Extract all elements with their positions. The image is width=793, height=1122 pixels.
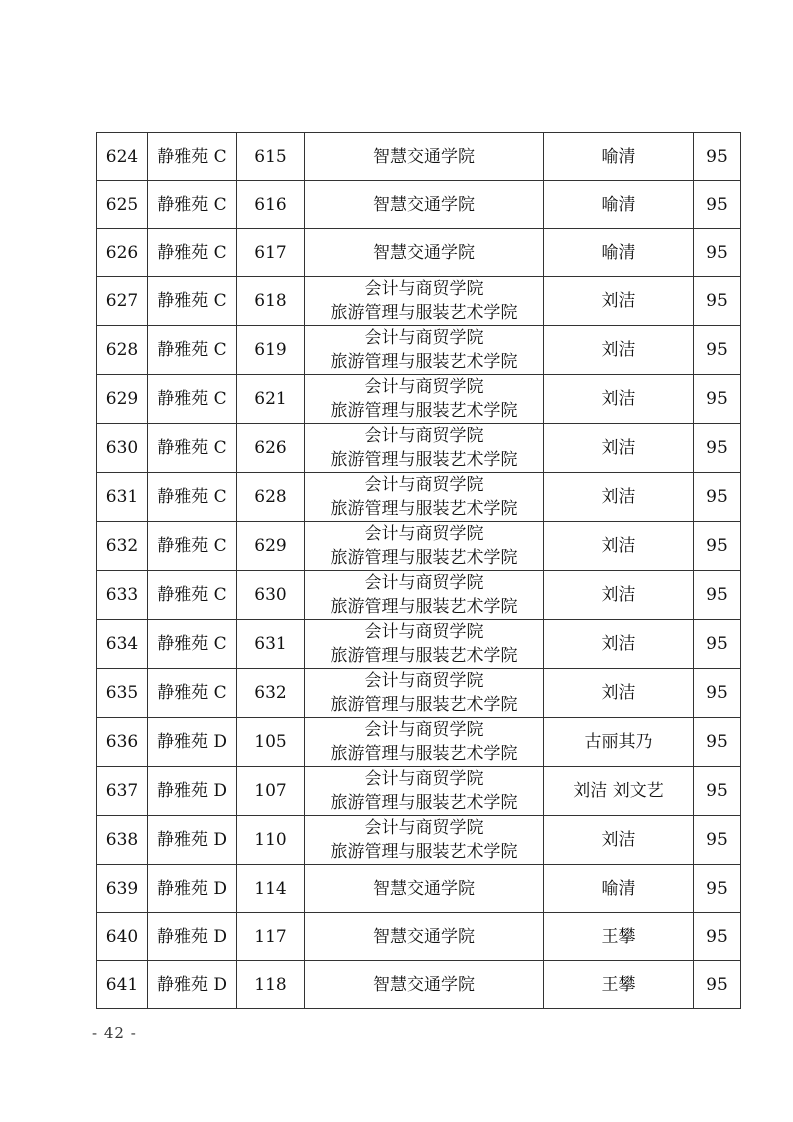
- table-row: [97, 669, 741, 718]
- table-row: [97, 571, 741, 620]
- score-cell: 95: [694, 669, 741, 718]
- building-cell: 静雅苑 C: [148, 375, 237, 424]
- manager-cell: 刘洁: [544, 522, 694, 571]
- college-name: 会计与商贸学院: [364, 720, 484, 740]
- college-name: 旅游管理与服装艺术学院: [330, 744, 518, 764]
- college-name: 旅游管理与服装艺术学院: [330, 548, 518, 568]
- row-number-cell: 635: [97, 669, 148, 718]
- college-name: 会计与商贸学院: [364, 426, 484, 446]
- row-number-cell: 632: [97, 522, 148, 571]
- college-name: 会计与商贸学院: [364, 524, 484, 544]
- score-cell: 95: [694, 522, 741, 571]
- table-row: [97, 424, 741, 473]
- table-row: [97, 522, 741, 571]
- college-name: 旅游管理与服装艺术学院: [330, 352, 518, 372]
- score-cell: 95: [694, 375, 741, 424]
- table-row: [97, 865, 741, 913]
- manager-cell: 刘洁: [544, 326, 694, 375]
- building-cell: 静雅苑 C: [148, 277, 237, 326]
- college-cell: [305, 620, 544, 669]
- college-name: 旅游管理与服装艺术学院: [330, 695, 518, 715]
- college-cell: [305, 522, 544, 571]
- manager-cell: 刘洁: [544, 277, 694, 326]
- row-number-cell: 628: [97, 326, 148, 375]
- building-cell: 静雅苑 D: [148, 718, 237, 767]
- college-name: 智慧交通学院: [373, 194, 475, 215]
- manager-cell: 喻清: [544, 181, 694, 229]
- room-cell: 631: [237, 620, 305, 669]
- score-cell: 95: [694, 277, 741, 326]
- building-cell: 静雅苑 D: [148, 961, 237, 1009]
- manager-cell: 喻清: [544, 133, 694, 181]
- room-cell: 626: [237, 424, 305, 473]
- row-number-cell: 636: [97, 718, 148, 767]
- manager-cell: 刘洁: [544, 620, 694, 669]
- college-cell: [305, 277, 544, 326]
- score-cell: 95: [694, 424, 741, 473]
- room-cell: 107: [237, 767, 305, 816]
- college-cell: [305, 865, 544, 913]
- row-number-cell: 633: [97, 571, 148, 620]
- college-cell: [305, 181, 544, 229]
- room-cell: 117: [237, 913, 305, 961]
- table-row: [97, 326, 741, 375]
- college-name: 智慧交通学院: [373, 974, 475, 995]
- college-name: 会计与商贸学院: [364, 328, 484, 348]
- table-row: [97, 961, 741, 1009]
- college-name: 会计与商贸学院: [364, 377, 484, 397]
- college-name: 会计与商贸学院: [364, 769, 484, 789]
- college-name: 智慧交通学院: [373, 926, 475, 947]
- college-cell: [305, 669, 544, 718]
- college-cell: [305, 133, 544, 181]
- manager-cell: 刘洁: [544, 473, 694, 522]
- college-name: 旅游管理与服装艺术学院: [330, 793, 518, 813]
- table-row: [97, 913, 741, 961]
- building-cell: 静雅苑 C: [148, 424, 237, 473]
- table-row: [97, 473, 741, 522]
- room-cell: 618: [237, 277, 305, 326]
- dorm-inspection-table: [96, 132, 741, 1009]
- college-cell: [305, 326, 544, 375]
- table-row: [97, 229, 741, 277]
- room-cell: 110: [237, 816, 305, 865]
- manager-cell: 刘洁: [544, 424, 694, 473]
- building-cell: 静雅苑 C: [148, 181, 237, 229]
- manager-cell: 喻清: [544, 229, 694, 277]
- college-name: 会计与商贸学院: [364, 279, 484, 299]
- table-row: [97, 816, 741, 865]
- table-row: [97, 277, 741, 326]
- score-cell: 95: [694, 571, 741, 620]
- score-cell: 95: [694, 718, 741, 767]
- table-row: [97, 133, 741, 181]
- manager-cell: 刘洁: [544, 571, 694, 620]
- row-number-cell: 638: [97, 816, 148, 865]
- room-cell: 619: [237, 326, 305, 375]
- room-cell: 617: [237, 229, 305, 277]
- building-cell: 静雅苑 C: [148, 326, 237, 375]
- manager-cell: 古丽其乃: [544, 718, 694, 767]
- row-number-cell: 629: [97, 375, 148, 424]
- college-name: 旅游管理与服装艺术学院: [330, 450, 518, 470]
- page-number: - 42 -: [92, 1024, 137, 1042]
- row-number-cell: 630: [97, 424, 148, 473]
- table-body: [97, 133, 741, 1009]
- room-cell: 629: [237, 522, 305, 571]
- score-cell: 95: [694, 865, 741, 913]
- score-cell: 95: [694, 229, 741, 277]
- row-number-cell: 637: [97, 767, 148, 816]
- building-cell: 静雅苑 D: [148, 816, 237, 865]
- score-cell: 95: [694, 326, 741, 375]
- manager-cell: 王攀: [544, 913, 694, 961]
- college-name: 智慧交通学院: [373, 242, 475, 263]
- building-cell: 静雅苑 C: [148, 133, 237, 181]
- room-cell: 105: [237, 718, 305, 767]
- college-name: 智慧交通学院: [373, 878, 475, 899]
- manager-cell: 喻清: [544, 865, 694, 913]
- college-cell: [305, 375, 544, 424]
- room-cell: 114: [237, 865, 305, 913]
- row-number-cell: 625: [97, 181, 148, 229]
- row-number-cell: 639: [97, 865, 148, 913]
- table-row: [97, 620, 741, 669]
- score-cell: 95: [694, 816, 741, 865]
- manager-cell: 刘洁: [544, 816, 694, 865]
- college-cell: [305, 229, 544, 277]
- manager-cell: 刘洁: [544, 669, 694, 718]
- building-cell: 静雅苑 D: [148, 913, 237, 961]
- score-cell: 95: [694, 767, 741, 816]
- building-cell: 静雅苑 C: [148, 571, 237, 620]
- college-name: 旅游管理与服装艺术学院: [330, 303, 518, 323]
- manager-cell: 刘洁: [544, 375, 694, 424]
- row-number-cell: 640: [97, 913, 148, 961]
- college-name: 旅游管理与服装艺术学院: [330, 499, 518, 519]
- building-cell: 静雅苑 C: [148, 473, 237, 522]
- score-cell: 95: [694, 473, 741, 522]
- college-name: 会计与商贸学院: [364, 818, 484, 838]
- building-cell: 静雅苑 C: [148, 620, 237, 669]
- college-cell: [305, 473, 544, 522]
- room-cell: 616: [237, 181, 305, 229]
- college-cell: [305, 961, 544, 1009]
- score-cell: 95: [694, 133, 741, 181]
- college-name: 旅游管理与服装艺术学院: [330, 597, 518, 617]
- room-cell: 632: [237, 669, 305, 718]
- row-number-cell: 631: [97, 473, 148, 522]
- score-cell: 95: [694, 913, 741, 961]
- room-cell: 118: [237, 961, 305, 1009]
- college-name: 旅游管理与服装艺术学院: [330, 842, 518, 862]
- row-number-cell: 624: [97, 133, 148, 181]
- table-row: [97, 767, 741, 816]
- college-name: 会计与商贸学院: [364, 573, 484, 593]
- college-cell: [305, 424, 544, 473]
- college-name: 智慧交通学院: [373, 146, 475, 167]
- college-name: 会计与商贸学院: [364, 622, 484, 642]
- room-cell: 630: [237, 571, 305, 620]
- manager-cell: 王攀: [544, 961, 694, 1009]
- college-name: 旅游管理与服装艺术学院: [330, 646, 518, 666]
- building-cell: 静雅苑 C: [148, 669, 237, 718]
- score-cell: 95: [694, 181, 741, 229]
- row-number-cell: 627: [97, 277, 148, 326]
- table-row: [97, 181, 741, 229]
- room-cell: 615: [237, 133, 305, 181]
- table-row: [97, 718, 741, 767]
- college-cell: [305, 571, 544, 620]
- row-number-cell: 634: [97, 620, 148, 669]
- college-name: 旅游管理与服装艺术学院: [330, 401, 518, 421]
- building-cell: 静雅苑 C: [148, 522, 237, 571]
- building-cell: 静雅苑 C: [148, 229, 237, 277]
- room-cell: 621: [237, 375, 305, 424]
- college-name: 会计与商贸学院: [364, 671, 484, 691]
- row-number-cell: 626: [97, 229, 148, 277]
- college-cell: [305, 913, 544, 961]
- college-cell: [305, 816, 544, 865]
- row-number-cell: 641: [97, 961, 148, 1009]
- score-cell: 95: [694, 620, 741, 669]
- college-cell: [305, 718, 544, 767]
- college-cell: [305, 767, 544, 816]
- room-cell: 628: [237, 473, 305, 522]
- score-cell: 95: [694, 961, 741, 1009]
- table-row: [97, 375, 741, 424]
- college-name: 会计与商贸学院: [364, 475, 484, 495]
- building-cell: 静雅苑 D: [148, 767, 237, 816]
- manager-cell: 刘洁 刘文艺: [544, 767, 694, 816]
- building-cell: 静雅苑 D: [148, 865, 237, 913]
